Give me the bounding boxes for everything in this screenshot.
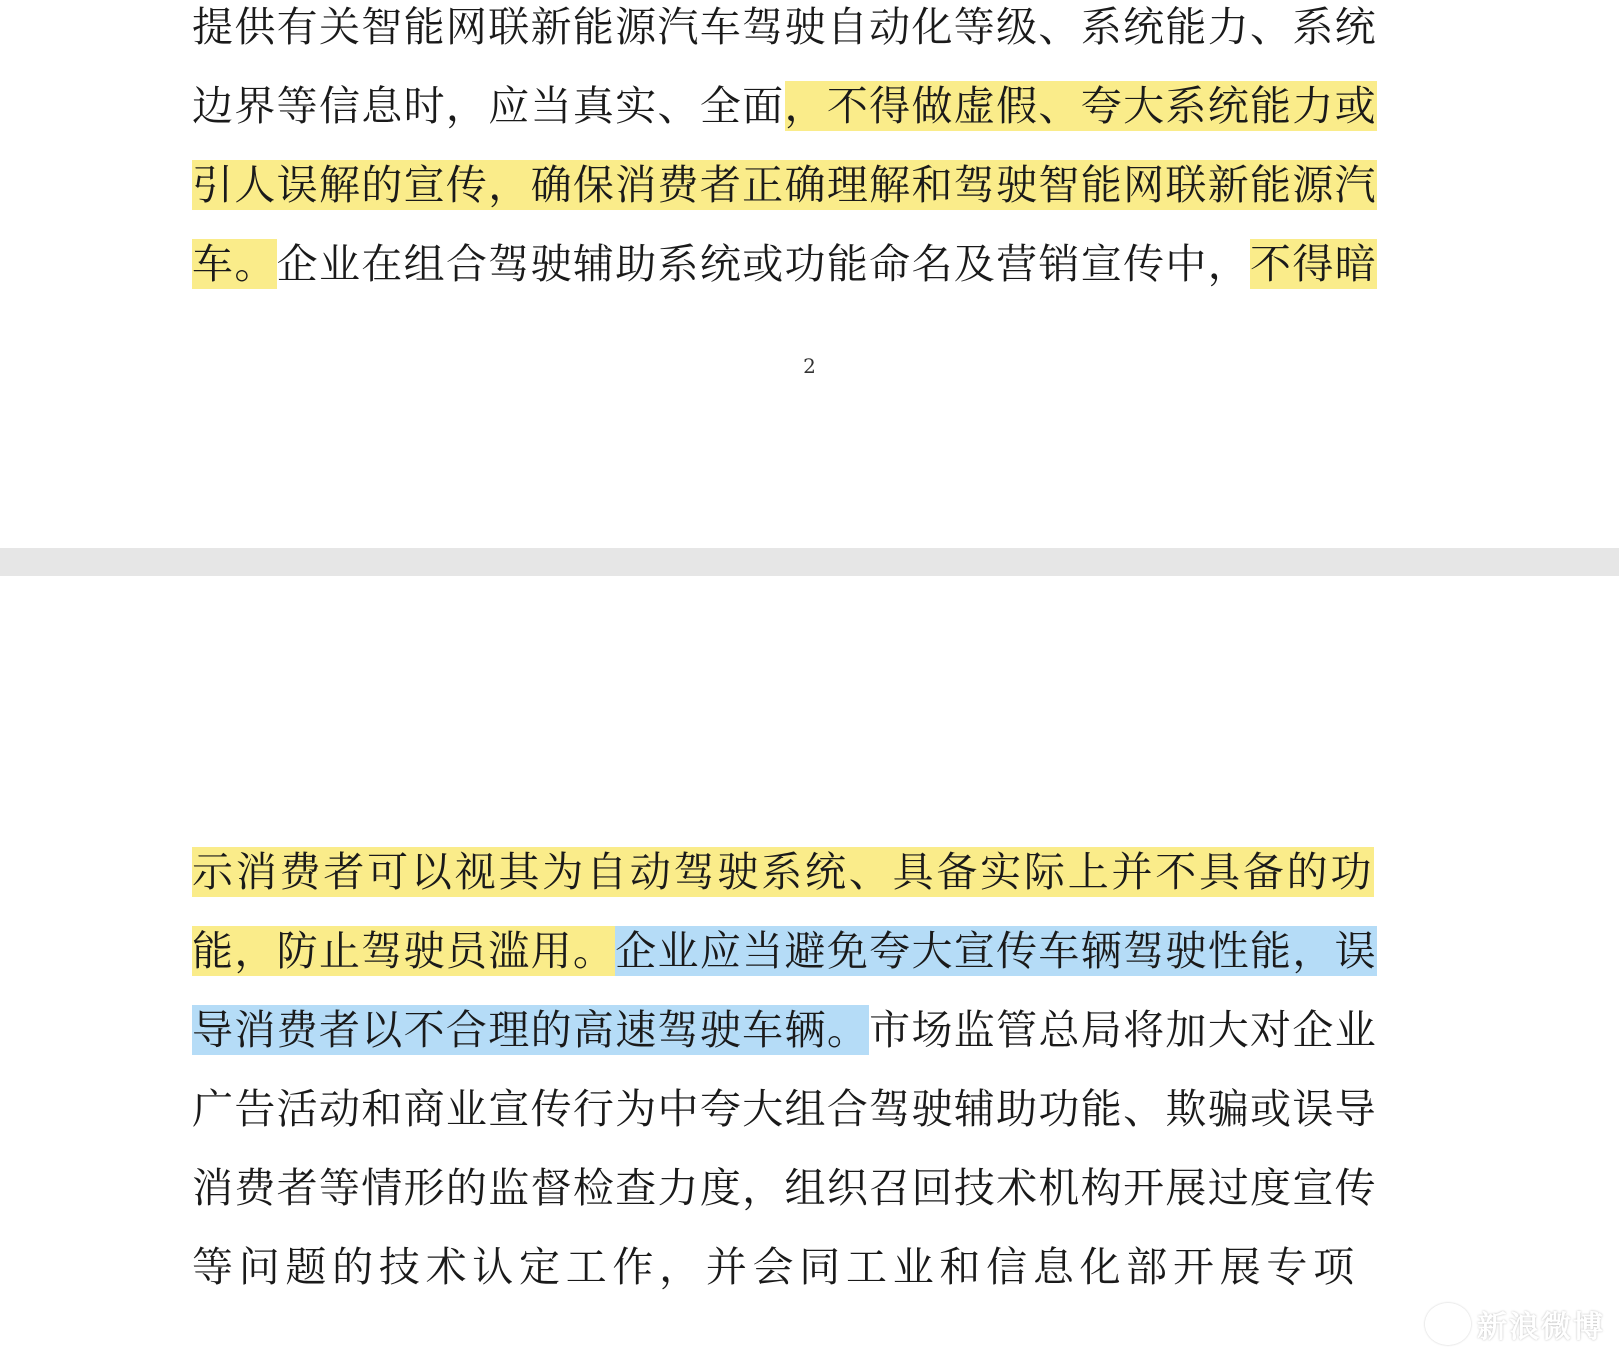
highlight-blue: 企业应当避免夸大宣传车辆驾驶性能，误 bbox=[615, 927, 1378, 975]
text-line bbox=[192, 239, 1422, 289]
text-line bbox=[192, 847, 1422, 897]
text-segment: 等问题的技术认定工作，并会同工业和信息化部开展专项 bbox=[192, 1243, 1360, 1291]
text-line bbox=[192, 160, 1422, 210]
text-segment: 消费者等情形的监督检查力度，组织召回技术机构开展过度宣传 bbox=[192, 1164, 1377, 1212]
text-line bbox=[192, 1242, 1422, 1292]
highlight-yellow: 引人误解的宣传，确保消费者正确理解和驾驶智能网联新能源汽 bbox=[192, 161, 1377, 209]
highlight-yellow: ，不得做虚假、夸大系统能力或 bbox=[784, 82, 1377, 130]
highlight-yellow: 示消费者可以视其为自动驾驶系统、具备实际上并不具备的功 bbox=[192, 848, 1375, 896]
text-line bbox=[192, 926, 1422, 976]
text-segment: 提供有关智能网联新能源汽车驾驶自动化等级、系统能力、系统 bbox=[192, 3, 1377, 51]
text-segment: 市场监管总局将加大对企业 bbox=[869, 1006, 1378, 1054]
text-line bbox=[192, 1005, 1422, 1055]
text-line bbox=[192, 1163, 1422, 1213]
text-line bbox=[192, 1084, 1422, 1134]
text-segment: 边界等信息时，应当真实、全面 bbox=[192, 82, 785, 130]
page-separator bbox=[0, 548, 1619, 576]
page-number: 2 bbox=[803, 354, 816, 378]
highlight-yellow: 不得暗 bbox=[1250, 240, 1378, 288]
weibo-logo-icon bbox=[1425, 1303, 1471, 1345]
text-line bbox=[192, 81, 1422, 131]
watermark bbox=[1225, 1301, 1605, 1347]
text-segment: 企业在组合驾驶辅助系统或功能命名及营销宣传中， bbox=[276, 240, 1251, 288]
highlight-blue: 导消费者以不合理的高速驾驶车辆。 bbox=[192, 1006, 870, 1054]
document-page-bottom bbox=[0, 576, 1619, 1361]
highlight-yellow: 车。 bbox=[192, 240, 277, 288]
highlight-yellow: 能，防止驾驶员滥用。 bbox=[192, 927, 616, 975]
text-line bbox=[192, 2, 1422, 52]
text-segment: 广告活动和商业宣传行为中夸大组合驾驶辅助功能、欺骗或误导 bbox=[192, 1085, 1377, 1133]
watermark-text: 新浪微博 bbox=[1477, 1310, 1605, 1345]
document-page-top bbox=[0, 0, 1619, 548]
